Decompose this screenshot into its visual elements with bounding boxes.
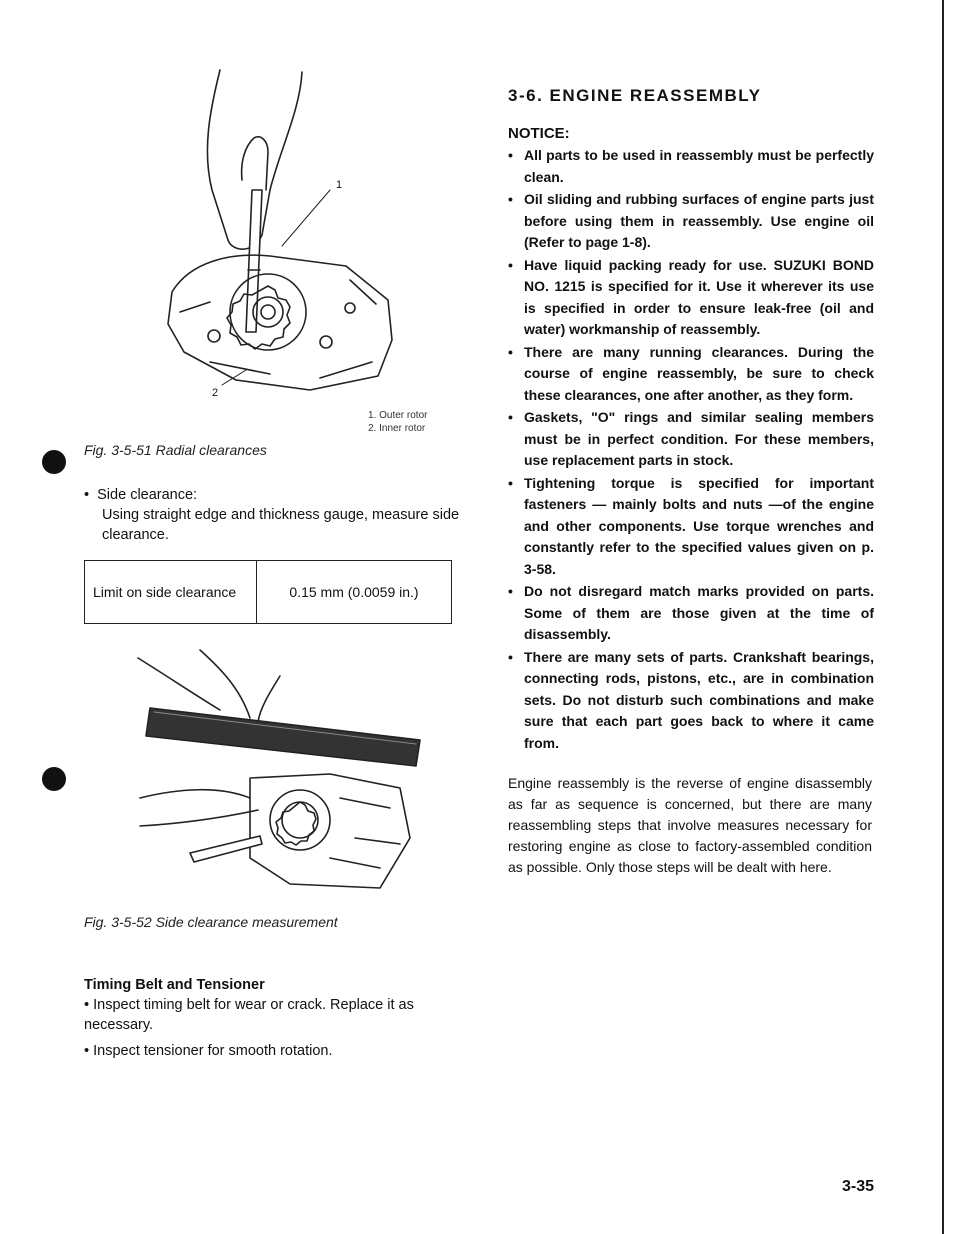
timing-belt-section bbox=[84, 975, 464, 1061]
spec-table bbox=[84, 560, 452, 624]
notice-item: • All parts to be used in reassembly must be perfectly clean. bbox=[508, 147, 874, 185]
timing-belt-heading: Timing Belt and Tensioner bbox=[84, 977, 265, 993]
notice-item: • Oil sliding and rubbing surfaces of engine parts just before using them in reassembly. Use engine oil (Refer to page 1-8). bbox=[508, 191, 874, 250]
timing-item: • Inspect tensioner for smooth rotation. bbox=[84, 1043, 333, 1059]
notice-list bbox=[508, 145, 874, 755]
callout-2: 2 bbox=[212, 387, 219, 399]
side-clearance-illustration bbox=[130, 648, 430, 903]
legend-item-inner-rotor: 2. Inner rotor bbox=[368, 423, 426, 434]
spec-label: Limit on side clearance bbox=[85, 561, 257, 624]
timing-item: • Inspect timing belt for wear or crack. Replace it as necessary. bbox=[84, 997, 414, 1033]
notice-item: • Gaskets, "O" rings and similar sealing members must be in perfect condition. For these members, use replacement parts in stock. bbox=[508, 409, 874, 468]
page-number: 3-35 bbox=[842, 1178, 875, 1195]
figure-caption-radial-clearances: Fig. 3-5-51 Radial clearances bbox=[84, 442, 267, 458]
callout-1: 1 bbox=[336, 179, 343, 191]
bullet: • bbox=[84, 997, 90, 1013]
binder-hole-top bbox=[42, 450, 66, 474]
legend-item-outer-rotor: 1. Outer rotor bbox=[368, 410, 428, 421]
spec-value: 0.15 mm (0.0059 in.) bbox=[257, 561, 452, 624]
binder-hole-bottom bbox=[42, 767, 66, 791]
notice-label: NOTICE: bbox=[508, 125, 570, 142]
side-clearance-text: Using straight edge and thickness gauge, measure side clearance. bbox=[102, 507, 460, 543]
bullet: • bbox=[84, 1043, 90, 1059]
section-title: 3-6. ENGINE REASSEMBLY bbox=[508, 86, 762, 105]
bullet: • bbox=[84, 487, 90, 503]
radial-clearance-illustration bbox=[150, 40, 410, 400]
notice-item: • There are many sets of parts. Crankshaft bearings, connecting rods, pistons, etc., are in combination sets. Do not disturb such combinations and make sure that each part goes back to where it came from. bbox=[508, 648, 874, 751]
notice-item: • Do not disregard match marks provided on parts. Some of them are those given at the time of disassembly. bbox=[508, 583, 874, 642]
notice-item: • Have liquid packing ready for use. SUZUKI BOND NO. 1215 is specified for it. Use it wherever its use is specified in order to ensure leak-free (oil and water) workmanship of reassembly. bbox=[508, 256, 874, 337]
figure-caption-side-clearance: Fig. 3-5-52 Side clearance measurement bbox=[84, 914, 338, 930]
side-clearance-section bbox=[84, 485, 464, 545]
notice-item: • Tightening torque is specified for important fasteners — mainly bolts and nuts —of the engine and other components. Use torque wrenches and constantly refer to the specified values given on p. 3-58. bbox=[508, 474, 874, 577]
reassembly-paragraph: Engine reassembly is the reverse of engine disassembly as far as sequence is concerned, but there are many reassembling steps that involve measures necessary for restoring engine as close to factory-assembled condition as possible. Only those steps will be dealt with here. bbox=[508, 775, 872, 875]
side-clearance-heading: Side clearance: bbox=[97, 487, 198, 503]
margin-rule bbox=[942, 0, 944, 1234]
notice-item: • There are many running clearances. During the course of engine reassembly, be sure to check these clearances, one after another, as they form. bbox=[508, 343, 874, 403]
figure-legend bbox=[368, 409, 427, 435]
